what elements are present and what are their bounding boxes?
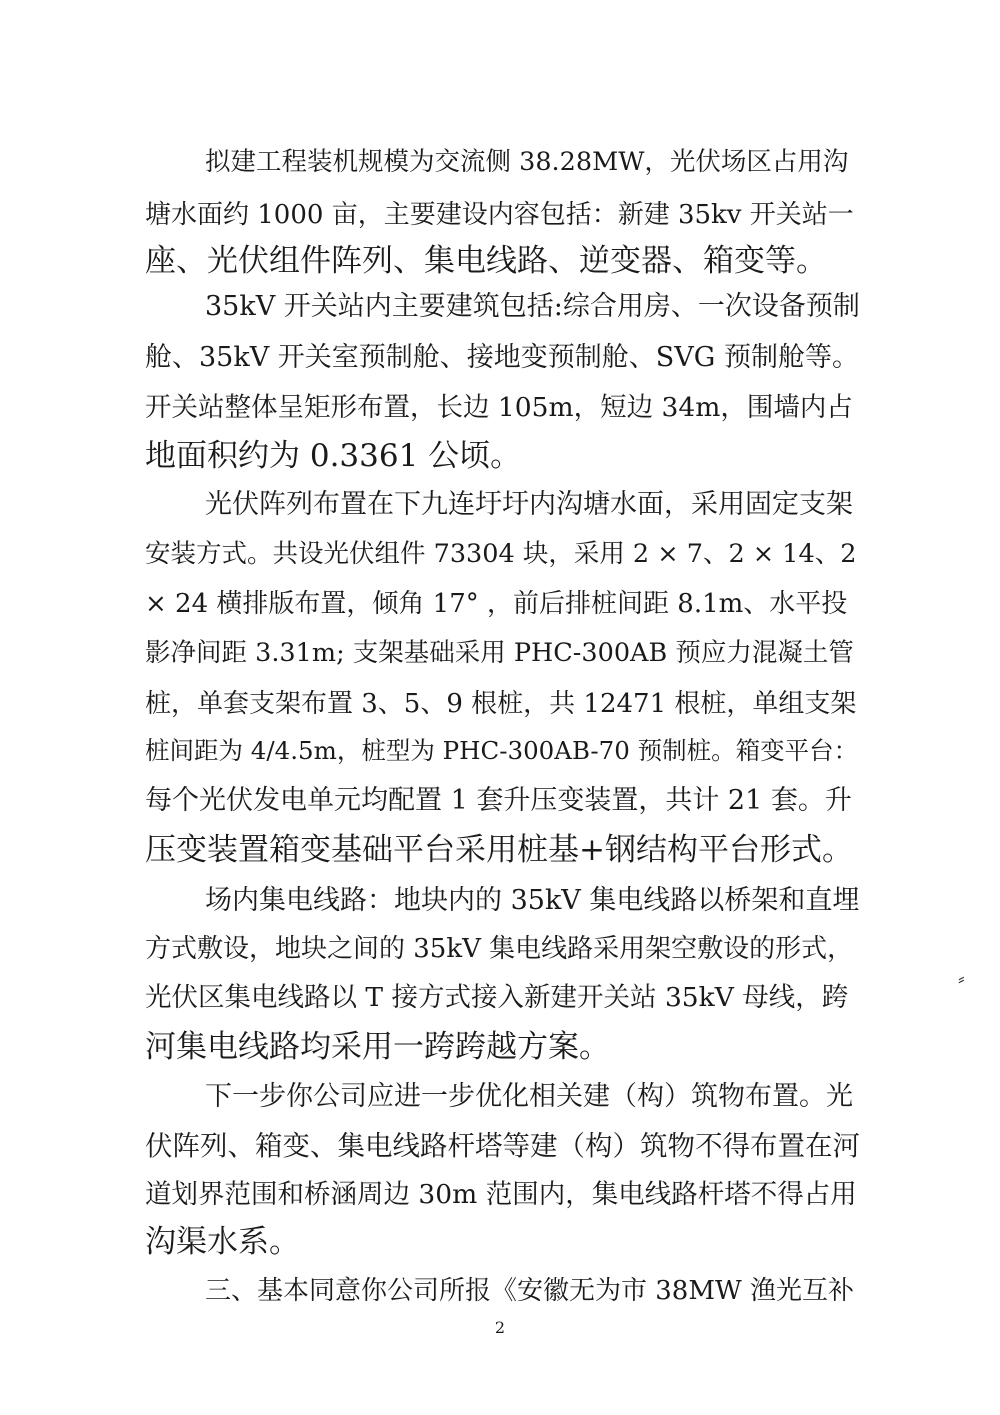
- text-line-21: 伏阵列、箱变、集电线路杆塔等建（构）筑物不得布置在河: [145, 1130, 860, 1162]
- text-line-13: 桩间距为 4/4.5m，桩型为 PHC-300AB-70 预制桩。箱变平台：: [145, 736, 859, 765]
- text-line-6: 开关站整体呈矩形布置，长边 105m，短边 34m，围墙内占: [145, 392, 853, 423]
- page-number: 2: [494, 1318, 506, 1337]
- text-line-1: 拟建工程装机规模为交流侧 38.28MW，光伏场区占用沟: [205, 147, 849, 177]
- scan-mark: ⸗: [958, 966, 965, 990]
- text-line-23: 沟渠水系。: [145, 1224, 300, 1260]
- text-line-14: 每个光伏发电单元均配置 1 套升压变装置，共计 21 套。升: [145, 785, 852, 816]
- text-line-16: 场内集电线路：地块内的 35kV 集电线路以桥架和直埋: [205, 885, 860, 916]
- text-line-12: 桩，单套支架布置 3、5、9 根桩，共 12471 根桩，单组支架: [145, 689, 857, 719]
- text-line-3: 座、光伏组件阵列、集电线路、逆变器、箱变等。: [145, 243, 827, 279]
- text-line-4: 35kV 开关站内主要建筑包括:综合用房、一次设备预制: [205, 291, 860, 322]
- text-line-17: 方式敷设，地块之间的 35kV 集电线路采用架空敷设的形式，: [145, 934, 854, 964]
- text-line-2: 塘水面约 1000 亩，主要建设内容包括：新建 35kv 开关站一: [145, 200, 854, 230]
- text-line-7: 地面积约为 0.3361 公顷。: [145, 438, 522, 474]
- text-line-18: 光伏区集电线路以 T 接方式接入新建开关站 35kV 母线，跨: [145, 982, 849, 1013]
- text-line-11: 影净间距 3.31m; 支架基础采用 PHC-300AB 预应力混凝土管: [145, 638, 854, 668]
- text-line-9: 安装方式。共设光伏组件 73304 块，采用 2 × 7、2 × 14、2: [145, 539, 857, 569]
- text-line-22: 道划界范围和桥涵周边 30m 范围内，集电线路杆塔不得占用: [145, 1179, 857, 1210]
- text-line-19: 河集电线路均采用一跨跨越方案。: [145, 1029, 610, 1065]
- text-line-8: 光伏阵列布置在下九连圩圩内沟塘水面，采用固定支架: [205, 489, 853, 520]
- text-line-20: 下一步你公司应进一步优化相关建（构）筑物布置。光: [205, 1081, 853, 1112]
- text-line-24: 三、基本同意你公司所报《安徽无为市 38MW 渔光互补: [205, 1276, 854, 1306]
- text-line-5: 舱、35kV 开关室预制舱、接地变预制舱、SVG 预制舱等。: [145, 342, 859, 373]
- text-line-15: 压变装置箱变基础平台采用桩基+钢结构平台形式。: [145, 832, 853, 868]
- text-line-10: × 24 横排版布置，倾角 17° ，前后排桩间距 8.1m、水平投: [145, 589, 848, 619]
